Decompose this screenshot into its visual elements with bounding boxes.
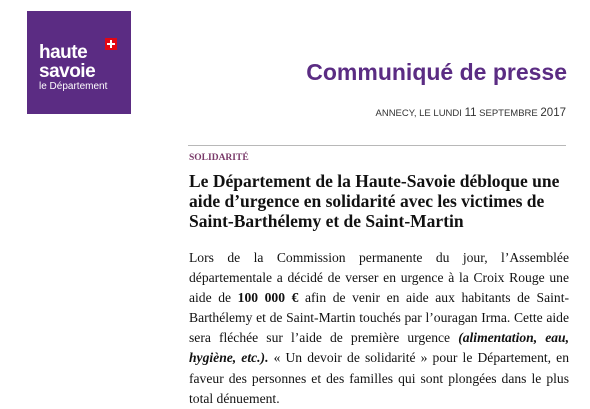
body-part-4: « Un devoir de solidarité » pour le Département, en faveur des personnes et des familles qui sont plongées dans le plus total dénuement.	[189, 350, 569, 406]
divider	[188, 145, 566, 146]
logo-text-haute: haute	[39, 42, 88, 63]
date-line	[376, 107, 567, 119]
category-label: SOLIDARITÉ	[189, 153, 249, 163]
body-part-2: afin de venir en aide aux habitants de Saint-Barthélemy et de Saint-Martin touchés par l’ouragan Irma. Cette aide sera fléchée sur l’aide de première urgence	[189, 290, 570, 346]
date-year: 2017	[540, 107, 566, 119]
date-month: SEPTEMBRE	[479, 108, 538, 119]
aid-details: (alimentation, eau, hygiène, etc.).	[189, 330, 569, 366]
press-release-title: Communiqué de presse	[306, 59, 567, 85]
article-body	[189, 248, 569, 409]
body-part-1: Lors de la Commission permanente du jour, l’Assemblée départementale a décidé de verser en urgence à la Croix Rouge une aide de	[189, 250, 569, 306]
swiss-cross-icon	[105, 38, 117, 50]
article-headline: Le Département de la Haute-Savoie débloque une aide d’urgence en solidarité avec les victimes de Saint-Barthélemy et de Saint-Martin	[189, 171, 560, 231]
haute-savoie-logo	[27, 11, 131, 114]
logo-text-savoie: savoie	[39, 61, 96, 82]
logo-text-departement: le Département	[39, 81, 108, 92]
date-prefix: ANNECY, LE LUNDI	[375, 108, 462, 119]
date-day: 11	[464, 107, 477, 119]
aid-amount: 100 000 €	[237, 290, 299, 306]
